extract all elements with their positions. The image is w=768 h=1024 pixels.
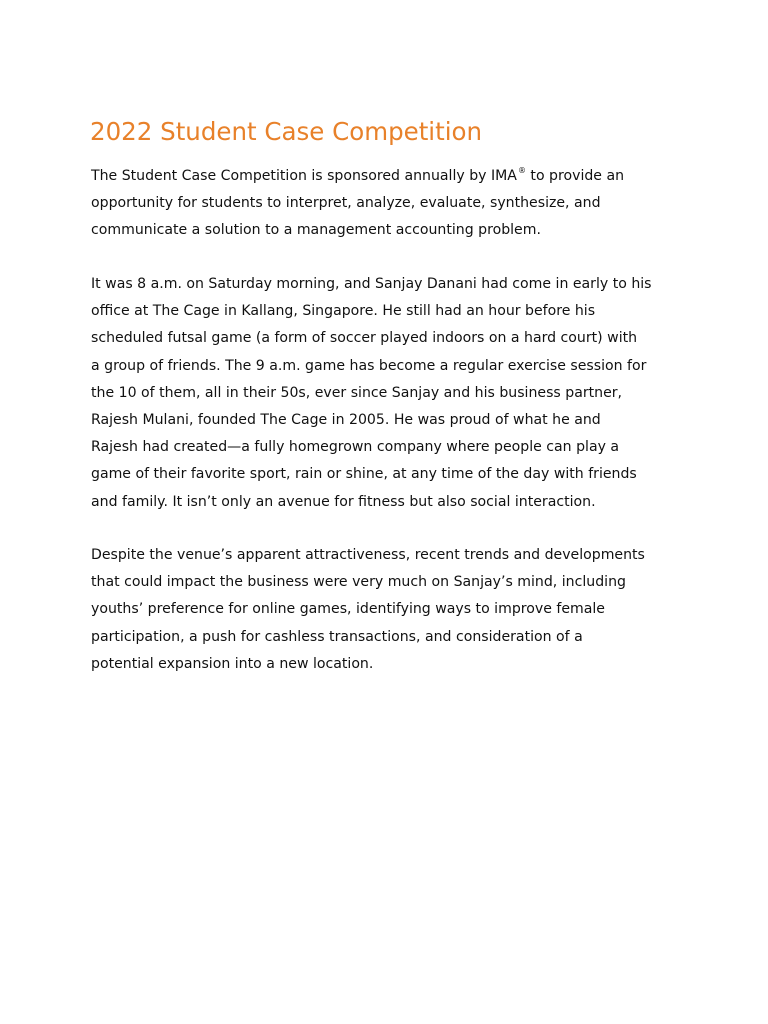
paragraph-line [91,163,624,190]
paragraph-line: game of their favorite sport, rain or shine, at any time of the day with friends [91,466,637,483]
paragraph-line: the 10 of them, all in their 50s, ever since Sanjay and his business partner, [91,384,623,401]
paragraph-line: It was 8 a.m. on Saturday morning, and Sanjay Danani had come in early to his [91,276,652,292]
paragraph-intro [91,163,624,245]
paragraph-concerns [91,542,645,678]
paragraph-line: scheduled futsal game (a form of soccer played indoors on a hard court) with [91,330,638,347]
paragraph-line: youths’ preference for online games, identifying ways to improve female [91,601,605,618]
line-text: The Student Case Competition is sponsored annually by IMA [91,168,517,184]
paragraph-line: potential expansion into a new location. [91,655,374,672]
paragraph-line: Rajesh Mulani, founded The Cage in 2005. He was proud of what he and [91,412,601,429]
paragraph-line: a group of friends. The 9 a.m. game has become a regular exercise session for [91,357,647,374]
paragraph-line: and family. It isn’t only an avenue for fitness but also social interaction. [91,493,596,510]
line-text: to provide an [525,168,625,184]
registered-mark: ® [517,166,526,175]
paragraph-line: Despite the venue’s apparent attractiveness, recent trends and developments [91,547,645,563]
paragraph-line: opportunity for students to interpret, analyze, evaluate, synthesize, and [91,195,601,212]
paragraph-story [91,271,652,516]
paragraph-line: participation, a push for cashless transactions, and consideration of a [91,628,583,645]
paragraph-line: Rajesh had created—a fully homegrown company where people can play a [91,439,620,456]
document-title: 2022 Student Case Competition [90,117,483,146]
paragraph-line: that could impact the business were very much on Sanjay’s mind, including [91,574,626,591]
paragraph-line: office at The Cage in Kallang, Singapore. He still had an hour before his [91,303,596,320]
paragraph-line: communicate a solution to a management accounting problem. [91,222,541,239]
